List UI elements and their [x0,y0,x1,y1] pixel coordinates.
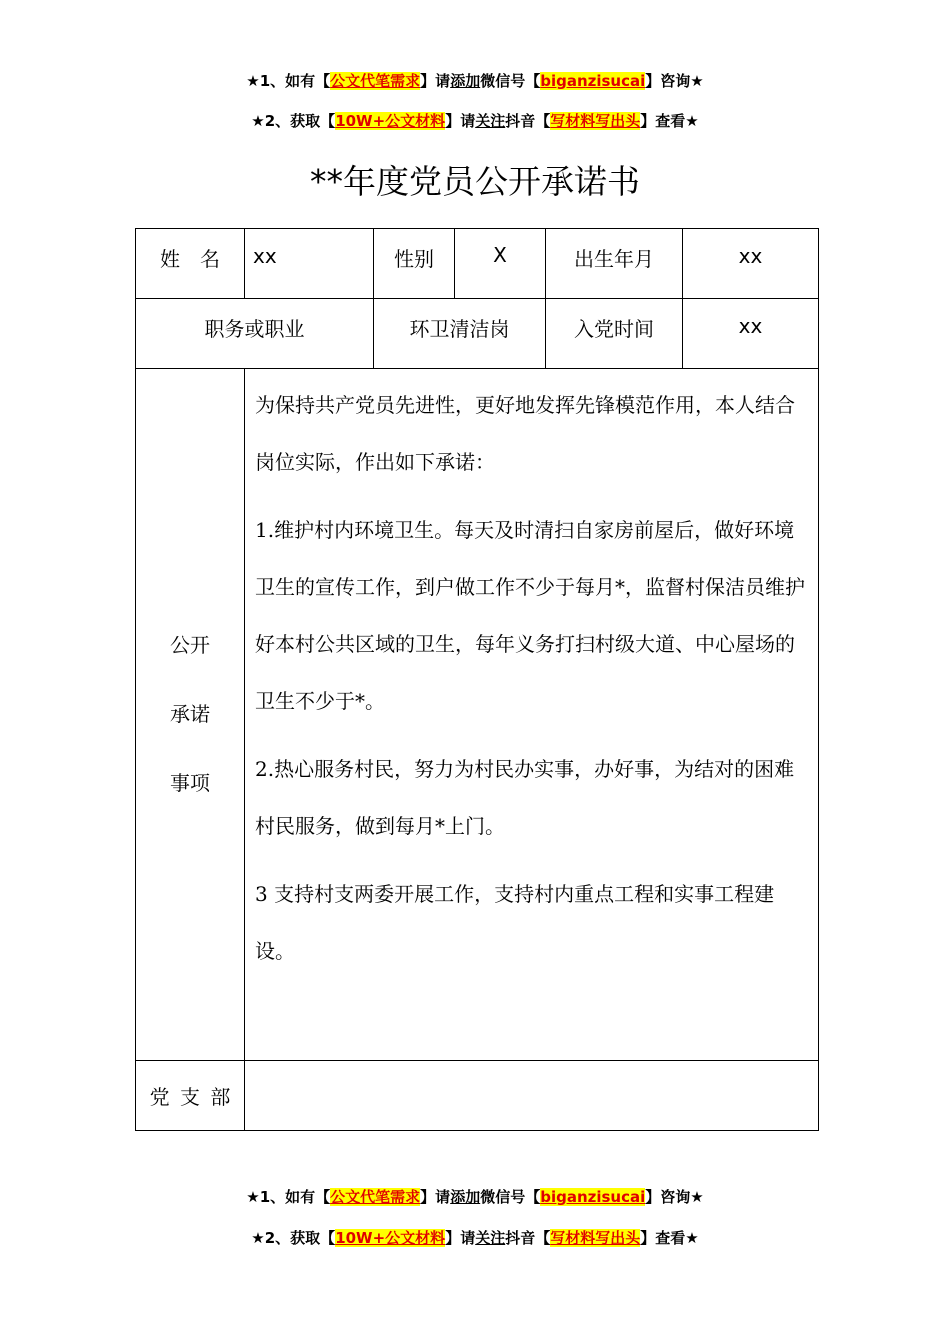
promo-highlight: 10W+公文材料 [335,1229,446,1247]
promo-text: 】咨询★ [645,72,704,90]
pledge-paragraph: 3 支持村支两委开展工作，支持村内重点工程和实事工程建设。 [255,882,775,963]
promo-text: 抖音【 [505,112,551,130]
pledge-form-table [135,228,819,1131]
promo-line-1 [0,70,950,92]
promo-text: 】查看★ [640,112,699,130]
promo-wechat-id: biganzisucai [540,1188,646,1206]
promo-underline: 关注 [475,1229,506,1247]
promo-line-2-bottom [0,1227,950,1249]
promo-highlight: 写材料写出头 [550,1229,641,1247]
birth-value: xx [683,229,819,299]
promo-text: 微信号【 [480,1188,541,1206]
promo-text: ★2、获取【 [251,1229,336,1247]
pledge-paragraph: 为保持共产党员先进性，更好地发挥先锋模范作用，本人结合岗位实际，作出如下承诺： [255,393,795,474]
pledge-content [245,369,819,1061]
promo-text: 抖音【 [505,1229,551,1247]
job-value: 环卫清洁岗 [374,299,546,369]
promo-text: ★2、获取【 [251,112,336,130]
promo-text: 】请 [445,112,476,130]
promo-text: 微信号【 [480,72,541,90]
promo-text: ★1、如有【 [246,72,331,90]
promo-text: 】请 [445,1229,476,1247]
promo-highlight: 公文代笔需求 [330,72,421,90]
promo-highlight: 10W+公文材料 [335,112,446,130]
promo-line-1-bottom [0,1186,950,1208]
pledge-label-line: 公开 [170,633,210,657]
pledge-items-label [136,369,245,1061]
promo-underline: 添加 [450,72,481,90]
party-branch-value[interactable] [245,1061,819,1131]
promo-highlight: 写材料写出头 [550,112,641,130]
pledge-label-line: 事项 [170,771,210,795]
promo-text: ★1、如有【 [246,1188,331,1206]
promo-text: 】请 [420,72,451,90]
name-label: 姓 名 [136,229,245,299]
pledge-paragraph: 1.维护村内环境卫生。每天及时清扫自家房前屋后，做好环境卫生的宣传工作，到户做工作不少于每月*，监督村保洁员维护好本村公共区域的卫生，每年义务打扫村级大道、中心屋场的卫生不少于*。 [255,518,805,713]
join-value: xx [683,299,819,369]
party-branch-label: 党 支 部 [136,1061,245,1131]
gender-label: 性别 [374,229,455,299]
birth-label: 出生年月 [546,229,683,299]
promo-underline: 关注 [475,112,506,130]
pledge-label-line: 承诺 [170,702,210,726]
pledge-paragraph: 2.热心服务村民，努力为村民办实事，办好事，为结对的困难村民服务，做到每月*上门。 [255,757,795,838]
job-label: 职务或职业 [136,299,374,369]
promo-highlight: 公文代笔需求 [330,1188,421,1206]
gender-value: X [455,229,546,299]
promo-line-2 [0,110,950,132]
promo-text: 】请 [420,1188,451,1206]
document-title: **年度党员公开承诺书 [310,162,640,201]
promo-wechat-id: biganzisucai [540,72,646,90]
promo-underline: 添加 [450,1188,481,1206]
name-value: xx [245,229,374,299]
promo-text: 】咨询★ [645,1188,704,1206]
promo-text: 】查看★ [640,1229,699,1247]
join-label: 入党时间 [546,299,683,369]
